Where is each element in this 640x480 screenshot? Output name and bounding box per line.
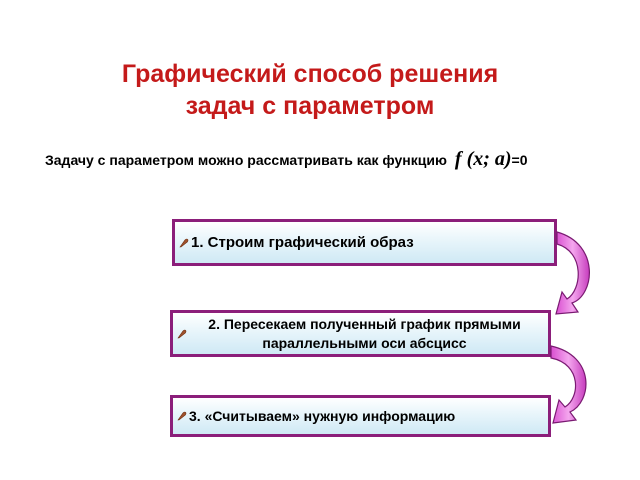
title-line-2: задач с параметром [185,92,435,120]
step-3-label: 3. «Считываем» нужную информацию [189,408,456,424]
step-3-box [170,395,551,437]
step-2-label [200,315,520,353]
subtitle [45,148,635,171]
subtitle-text: Задачу с параметром можно рассматривать как функцию [45,152,447,168]
step-1-box [172,219,557,266]
curved-arrow-1-icon [556,232,589,314]
curved-arrow-2-icon [551,346,586,423]
step-2-box [170,310,551,357]
step-2-line-2: параллельными оси абсцисс [262,334,467,351]
step-1-label: 1. Строим графический образ [191,234,414,251]
formula-equals: =0 [511,152,528,168]
bullet-icon [179,238,189,248]
page-title [0,58,620,122]
title-line-1: Графический способ решения [121,60,499,88]
formula: f (x; a) [454,148,512,170]
step-2-line-1: 2. Пересекаем полученный график прямыми [208,315,521,332]
bullet-icon [177,411,187,421]
bullet-icon [177,329,187,339]
